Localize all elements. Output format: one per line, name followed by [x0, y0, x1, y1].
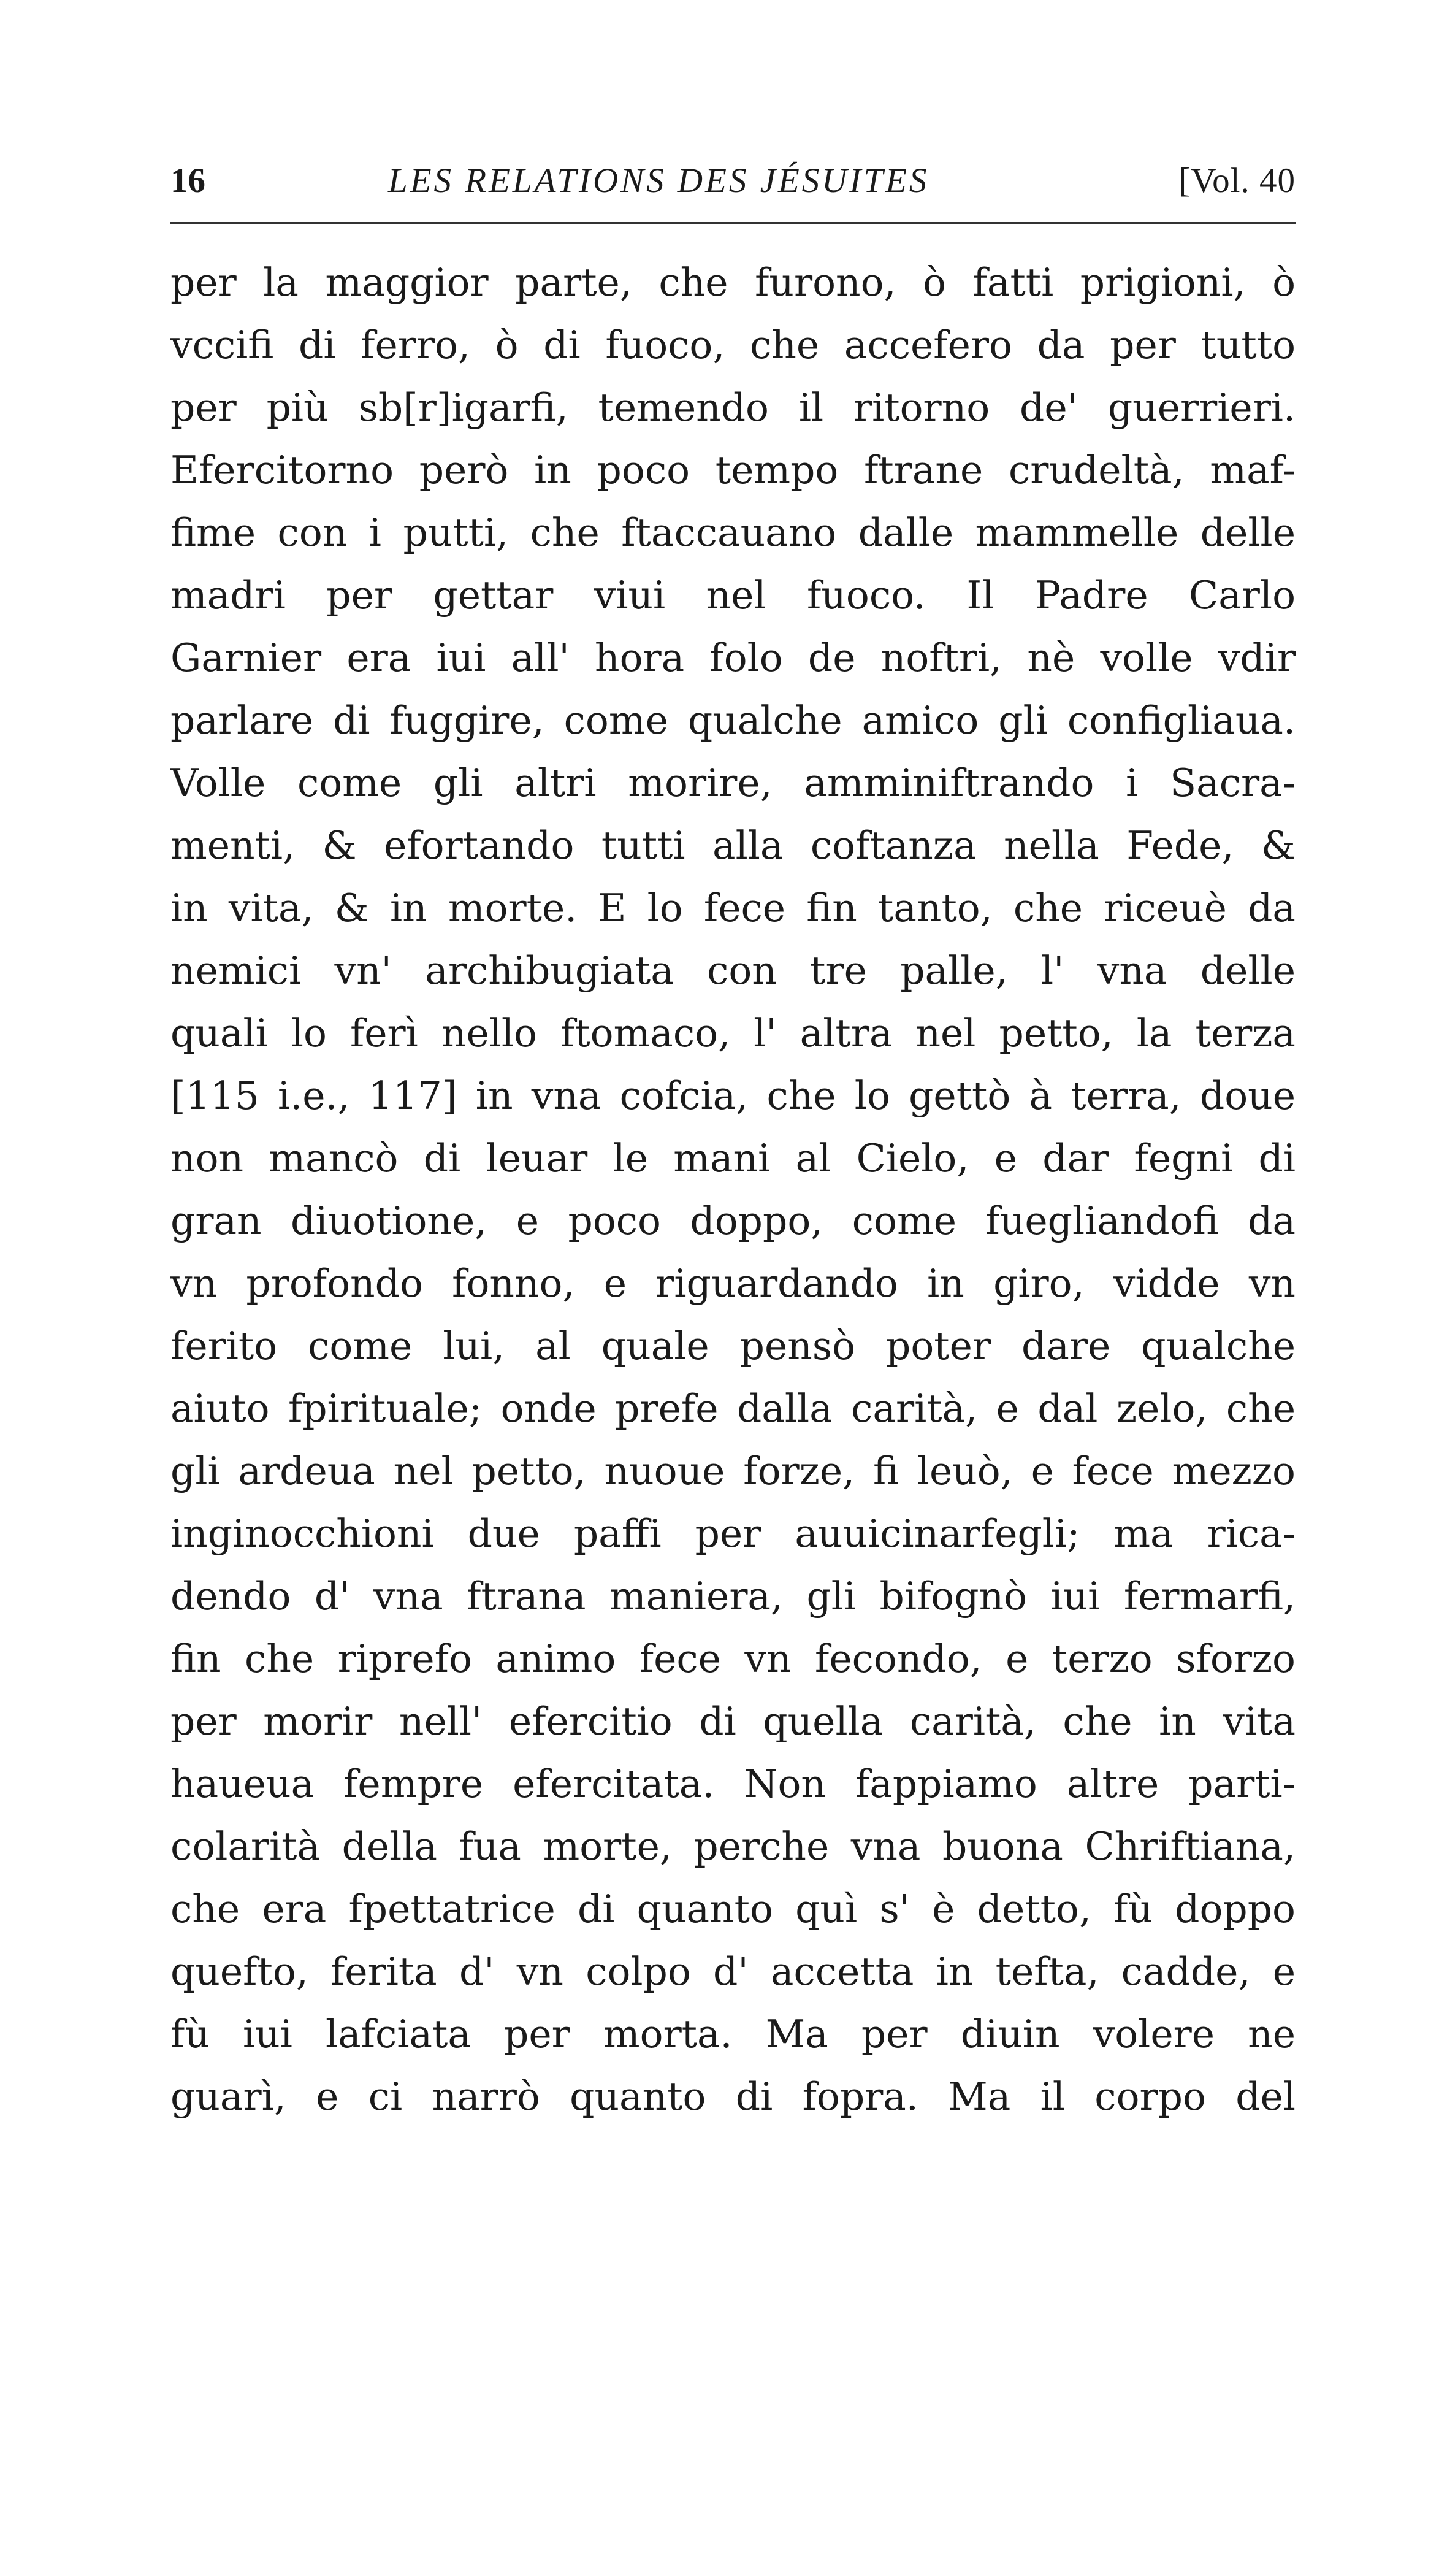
text-line: dendo d' vna ftrana maniera, gli bifognò iui fermarfi,: [170, 1574, 1296, 1619]
text-line: [115 i.e., 117] in vna cofcia, che lo gettò à terra, doue: [170, 1073, 1296, 1118]
text-line: colarità della fua morte, perche vna buona Chriftiana,: [170, 1824, 1296, 1869]
text-line: per morir nell' efercitio di quella carità, che in vita: [170, 1699, 1296, 1744]
text-line: haueua fempre efercitata. Non fappiamo altre parti-: [170, 1761, 1296, 1806]
text-line: nemici vn' archibugiata con tre palle, l' vna delle: [170, 948, 1296, 993]
running-head: [170, 153, 1296, 209]
text-line: menti, & efortando tutti alla coftanza nella Fede, &: [170, 823, 1296, 868]
text-line: in vita, & in morte. E lo fece fin tanto, che riceuè da: [170, 886, 1296, 930]
text-line: fime con i putti, che ftaccauano dalle mammelle delle: [170, 510, 1296, 555]
text-line: per più sb[r]igarfi, temendo il ritorno de' guerrieri.: [170, 385, 1296, 430]
text-line: inginocchioni due paffi per auuicinarfegli; ma rica-: [170, 1511, 1296, 1556]
text-line: fù iui lafciata per morta. Ma per diuin volere ne: [170, 2012, 1296, 2057]
text-line: quali lo ferì nello ftomaco, l' altra nel petto, la terza: [170, 1011, 1296, 1056]
header-rule: [170, 222, 1296, 224]
book-page: [170, 153, 1296, 2128]
text-line: guarì, e ci narrò quanto di fopra. Ma il corpo del: [170, 2074, 1296, 2119]
body-text: [170, 251, 1296, 2128]
text-line: ferito come lui, al quale pensò poter dare qualche: [170, 1324, 1296, 1368]
text-line: madri per gettar viui nel fuoco. Il Padre Carlo: [170, 573, 1296, 618]
page-number: 16: [170, 161, 205, 200]
text-line: Volle come gli altri morire, amminiftrando i Sacra-: [170, 761, 1296, 805]
text-line: gran diuotione, e poco doppo, come fuegliandofi da: [170, 1198, 1296, 1243]
text-line: Efercitorno però in poco tempo ftrane crudeltà, maf-: [170, 448, 1296, 493]
text-line: che era fpettatrice di quanto quì s' è detto, fù doppo: [170, 1887, 1296, 1931]
text-line: Garnier era iui all' hora folo de noftri, nè volle vdir: [170, 635, 1296, 680]
text-line: aiuto fpirituale; onde prefe dalla carità, e dal zelo, che: [170, 1386, 1296, 1431]
running-title: LES RELATIONS DES JÉSUITES: [388, 161, 929, 200]
text-line: vccifi di ferro, ò di fuoco, che accefero da per tutto: [170, 323, 1296, 367]
text-line: quefto, ferita d' vn colpo d' accetta in tefta, cadde, e: [170, 1949, 1296, 1994]
text-line: parlare di fuggire, come qualche amico gli configliaua.: [170, 698, 1296, 743]
text-line: fin che riprefo animo fece vn fecondo, e terzo sforzo: [170, 1636, 1296, 1681]
text-line: vn profondo fonno, e riguardando in giro, vidde vn: [170, 1261, 1296, 1306]
text-line: per la maggior parte, che furono, ò fatti prigioni, ò: [170, 260, 1296, 305]
volume-label: [Vol. 40: [1178, 161, 1296, 200]
text-line: non mancò di leuar le mani al Cielo, e dar fegni di: [170, 1136, 1296, 1181]
text-line: gli ardeua nel petto, nuoue forze, fi leuò, e fece mezzo: [170, 1449, 1296, 1493]
